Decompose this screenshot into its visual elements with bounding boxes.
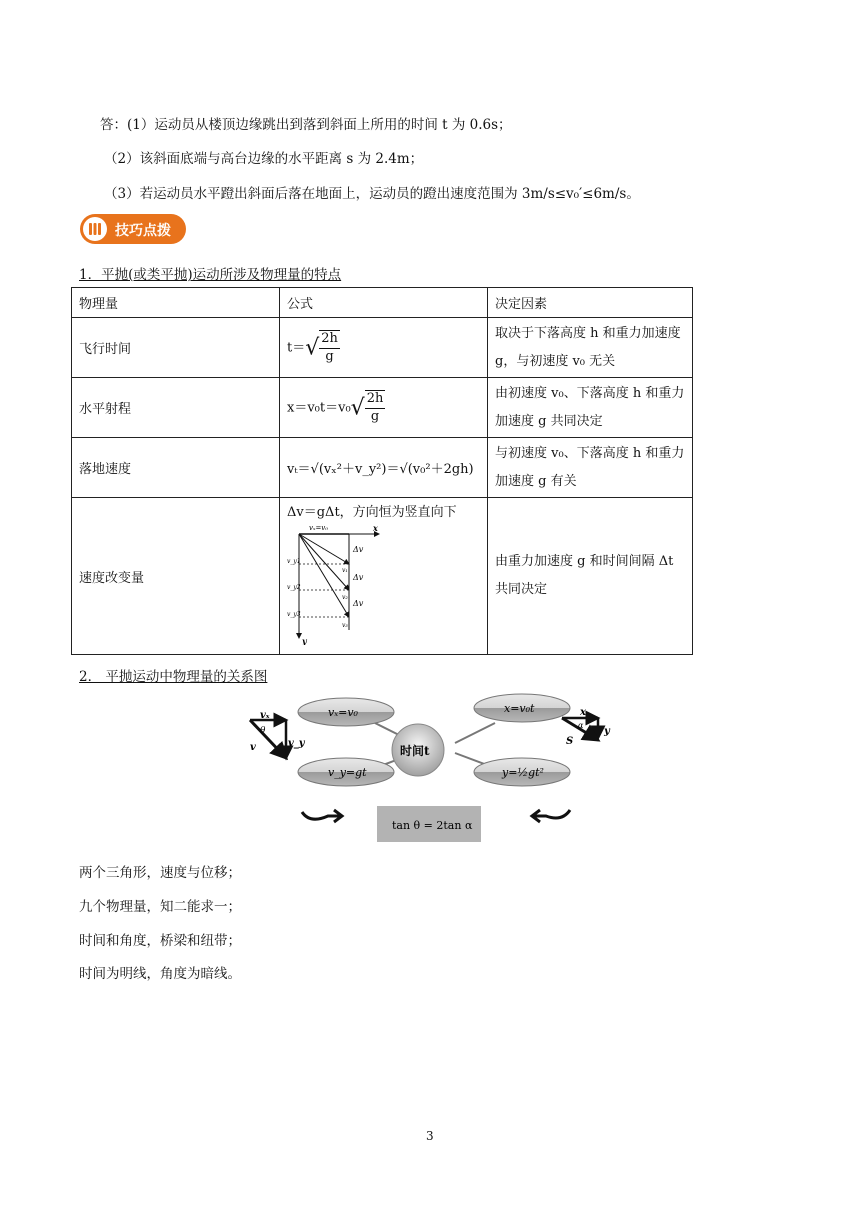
tri-left-v: v [250,742,256,753]
row-quantity: 速度改变量 [72,498,280,655]
formula-prefix: t＝ [287,340,306,355]
sqrt-icon: √ [305,335,320,360]
tri-right-y: y [604,726,610,737]
section1-title: 1．平抛(或类平抛)运动所涉及物理量的特点 [79,267,342,283]
label-v1: v₁ [342,567,348,574]
row-formula: vₜ＝√(vₓ²＋v_y²)＝√(v₀²＋2gh) [280,438,488,498]
label-vx: vₓ=v₀ [309,524,329,532]
label-y: y [302,636,307,645]
fraction [319,330,340,366]
relation-diagram [240,688,620,848]
ellipse-x: x=v₀t [504,702,535,715]
tri-left-theta: θ [260,726,266,736]
mnemonic-line-2: 九个物理量，知二能求一； [79,899,241,915]
table-header-row [72,288,693,318]
answer-line-1: 答：(1）运动员从楼顶边缘跳出到落到斜面上所用的时间 t 为 0.6s； [100,117,512,133]
answer-line-3: （3）若运动员水平蹬出斜面后落在地面上，运动员的蹬出速度范围为 3m/s≤v₀′≤6m/s。 [104,186,640,202]
ellipse-y: y=½gt² [502,766,544,779]
label-dv1: Δv [353,545,364,554]
frac-den: g [370,408,380,424]
tri-left-vx: vₓ [260,710,270,721]
frac-den: g [325,348,334,364]
row-formula-cell [280,498,488,655]
frac-num: 2h [365,391,386,409]
row-factor: 取决于下落高度 h 和重力加速度 g，与初速度 v₀ 无关 [488,318,693,378]
row-quantity: 水平射程 [72,378,280,438]
row-quantity: 落地速度 [72,438,280,498]
row-formula [280,318,488,378]
label-dv2: Δv [353,573,364,582]
mnemonic-line-4: 时间为明线，角度为暗线。 [79,966,241,982]
label-v2: v₂ [342,594,348,601]
mnemonic-line-3: 时间和角度，桥梁和纽带； [79,933,241,949]
physics-table [71,287,693,655]
left-arrow-icon [302,812,340,819]
center-time: 时间t [400,744,430,758]
label-x: x [373,523,378,533]
header-formula: 公式 [280,288,488,318]
ellipse-vx: vₓ=v₀ [328,706,358,719]
row-formula [280,378,488,438]
table-row [72,498,693,655]
frac-num: 2h [319,331,340,349]
label-vy3: v_y3 [287,611,301,618]
tri-left-vy: v_y [288,738,305,749]
label-vy2: v_y2 [287,584,301,591]
sqrt-icon: √ [350,395,365,420]
relation-formula: tan θ = 2tan α [392,819,473,832]
books-icon [83,217,107,241]
velocity-change-diagram [287,520,387,645]
tri-right-x: x [580,707,586,718]
tri-right-s: S [566,736,574,747]
table-row [72,438,693,498]
section2-title: 2． 平抛运动中物理量的关系图 [79,669,268,685]
table-row [72,318,693,378]
tips-badge [80,214,186,244]
table-row [72,378,693,438]
row-formula: Δv＝gΔt，方向恒为竖直向下 [287,505,457,520]
mnemonic-line-1: 两个三角形，速度与位移； [79,865,241,881]
header-quantity: 物理量 [72,288,280,318]
formula-prefix: x＝v₀t＝v₀ [287,400,351,415]
page-number: 3 [426,1129,434,1143]
row-quantity: 飞行时间 [72,318,280,378]
header-factor: 决定因素 [488,288,693,318]
row-factor: 由初速度 v₀、下落高度 h 和重力加速度 g 共同决定 [488,378,693,438]
ellipse-vy: v_y=gt [328,766,367,779]
label-vy1: v_y1 [287,558,301,565]
label-dv3: Δv [353,599,364,608]
row-factor: 由重力加速度 g 和时间间隔 Δt 共同决定 [488,498,693,655]
tri-right-alpha: α [578,721,584,730]
row-factor: 与初速度 v₀、下落高度 h 和重力加速度 g 有关 [488,438,693,498]
answer-line-2: （2）该斜面底端与高台边缘的水平距离 s 为 2.4m； [104,151,424,167]
badge-label: 技巧点拨 [115,223,171,239]
label-v3: v₃ [342,622,348,629]
fraction [365,390,386,426]
